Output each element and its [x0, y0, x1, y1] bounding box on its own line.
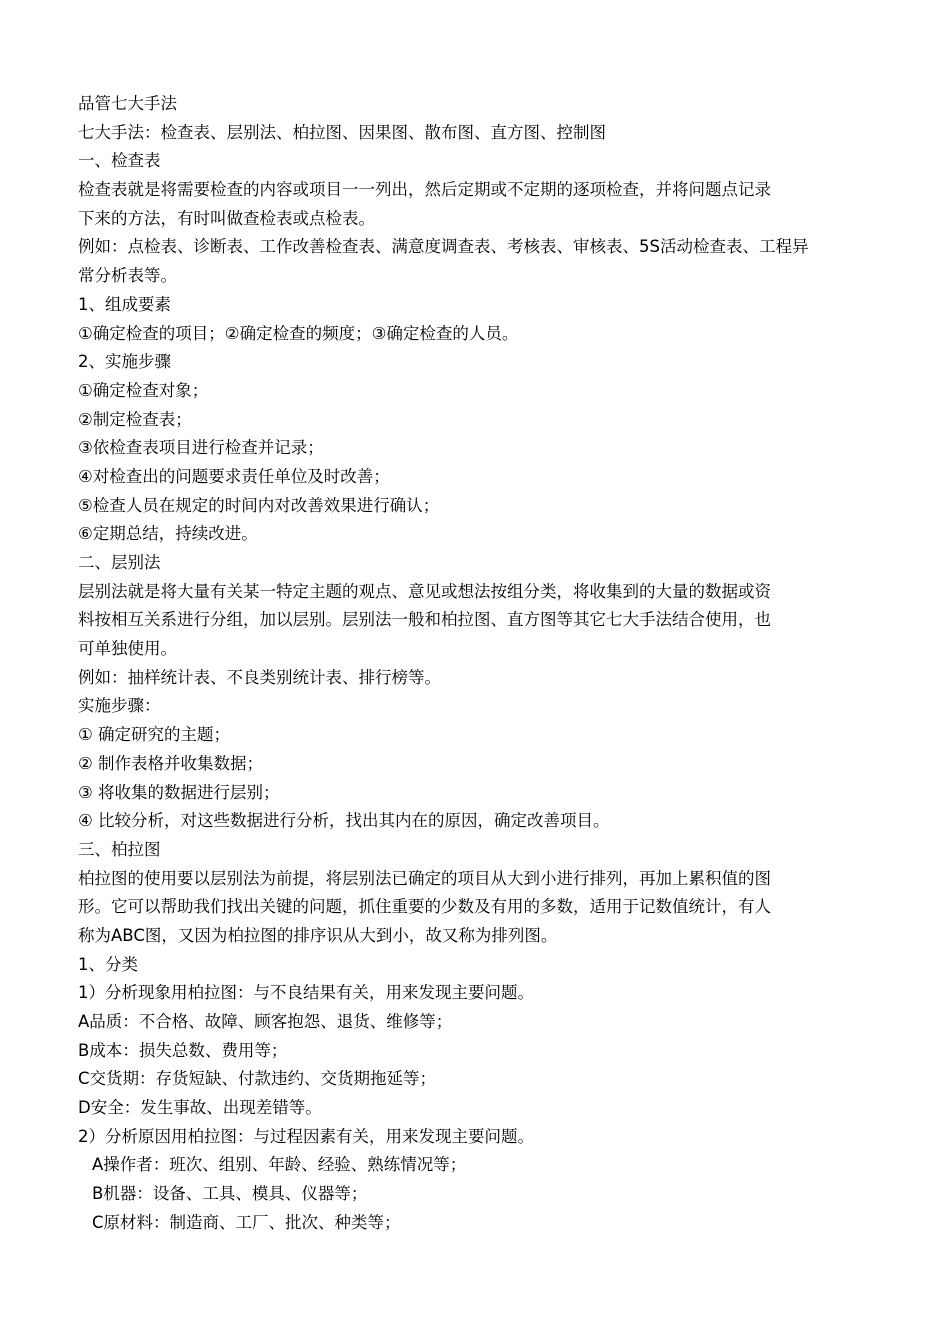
paragraph-line: 常分析表等。	[78, 266, 177, 286]
list-item: B机器：设备、工具、模具、仪器等；	[92, 1184, 368, 1204]
list-item: C交货期：存货短缺、付款违约、交货期拖延等；	[78, 1069, 437, 1089]
section-heading-stratification: 二、层别法	[78, 553, 161, 572]
list-item: A品质：不合格、故障、顾客抱怨、退货、维修等；	[78, 1012, 453, 1031]
paragraph-line: 例如：点检表、诊断表、工作改善检查表、满意度调查表、考核表、审核表、5S活动检查表、工程异	[78, 237, 809, 257]
step-item: ④对检查出的问题要求责任单位及时改善；	[78, 466, 390, 486]
step-item: ②制定检查表；	[78, 409, 192, 429]
list-item: D安全：发生事故、出现差错等。	[78, 1098, 322, 1118]
paragraph-line: 可单独使用。	[78, 639, 177, 659]
paragraph-line: 层别法就是将大量有关某一特定主题的观点、意见或想法按组分类，将收集到的大量的数据或资	[78, 581, 771, 601]
subsection-heading: 1、分类	[78, 954, 138, 974]
document-title: 品管七大手法	[78, 94, 177, 113]
paragraph-line: 例如：抽样统计表、不良类别统计表、排行榜等。	[78, 667, 441, 687]
list-item: C原材料：制造商、工厂、批次、种类等；	[92, 1212, 401, 1232]
step-item: ② 制作表格并收集数据；	[78, 753, 264, 773]
paragraph-line: ①确定检查的项目；②确定检查的频度；③确定检查的人员。	[78, 323, 519, 343]
section-heading-check-sheet: 一、检查表	[78, 151, 161, 171]
step-item: ①确定检查对象；	[78, 380, 209, 400]
paragraph-line: 称为ABC图，又因为柏拉图的排序识从大到小，故又称为排列图。	[78, 925, 558, 945]
section-heading-pareto: 三、柏拉图	[78, 839, 161, 859]
list-item: 1）分析现象用柏拉图：与不良结果有关，用来发现主要问题。	[78, 983, 534, 1003]
subsection-heading: 实施步骤：	[78, 696, 161, 716]
step-item: ① 确定研究的主题；	[78, 725, 231, 745]
document-page	[78, 90, 878, 1238]
paragraph-line: 检查表就是将需要检查的内容或项目一一列出，然后定期或不定期的逐项检查，并将问题点记录	[78, 180, 771, 200]
step-item: ④ 比较分析，对这些数据进行分析，找出其内在的原因，确定改善项目。	[78, 811, 610, 831]
seven-methods-summary: 七大手法：检查表、层别法、柏拉图、因果图、散布图、直方图、控制图	[78, 122, 606, 142]
paragraph-line: 下来的方法，有时叫做查检表或点检表。	[78, 208, 375, 228]
list-item: A操作者：班次、组别、年龄、经验、熟练情况等；	[92, 1155, 467, 1175]
paragraph-line: 形。它可以帮助我们找出关键的问题，抓住重要的少数及有用的多数，适用于记数值统计，有人	[78, 897, 771, 917]
paragraph-line: 料按相互关系进行分组，加以层别。层别法一般和柏拉图、直方图等其它七大手法结合使用，也	[78, 610, 771, 630]
step-item: ③ 将收集的数据进行层别；	[78, 782, 280, 802]
list-item: 2）分析原因用柏拉图：与过程因素有关，用来发现主要问题。	[78, 1126, 534, 1146]
subsection-heading: 2、实施步骤	[78, 352, 171, 372]
step-item: ③依检查表项目进行检查并记录；	[78, 438, 324, 458]
paragraph-line: 柏拉图的使用要以层别法为前提，将层别法已确定的项目从大到小进行排列，再加上累积值的图	[78, 868, 771, 888]
subsection-heading: 1、组成要素	[78, 294, 171, 314]
step-item: ⑤检查人员在规定的时间内对改善效果进行确认；	[78, 495, 440, 515]
list-item: B成本：损失总数、费用等；	[78, 1040, 288, 1060]
step-item: ⑥定期总结，持续改进。	[78, 524, 258, 544]
